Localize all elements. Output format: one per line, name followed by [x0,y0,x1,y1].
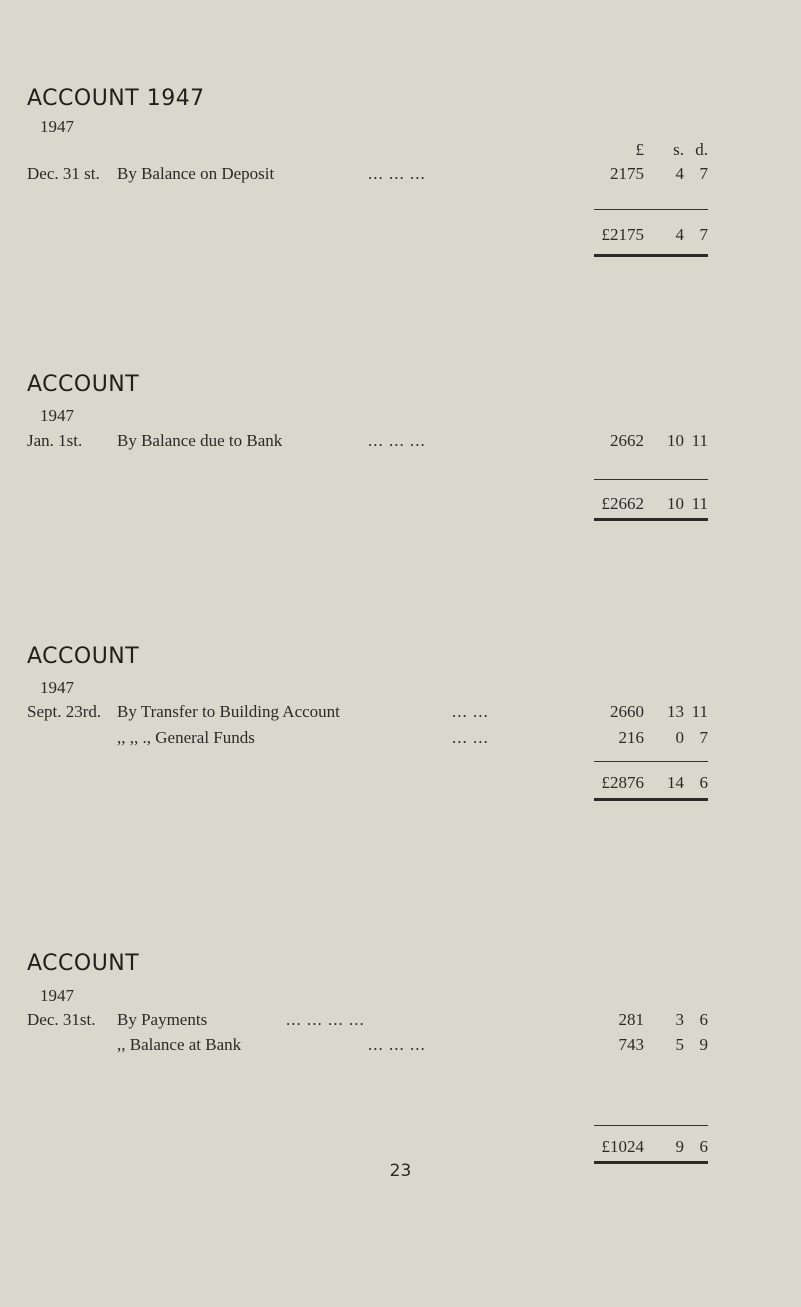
entry-description: By Balance on Deposit [117,164,275,183]
total-shillings: 10 [667,494,684,513]
total-double-rule [594,518,708,521]
section-4-heading: ACCOUNT [27,951,140,976]
total-pence: 11 [691,494,708,513]
entry-shillings: 0 [675,728,684,747]
section-1-heading: ACCOUNT 1947 [27,86,205,111]
entry-date: Dec. 31 st. [27,164,100,183]
leader-dots: ... ... [452,728,489,747]
total-double-rule [594,254,708,257]
total-rule [594,1125,708,1126]
total-shillings: 14 [667,773,684,792]
entry-pence: 11 [691,702,708,721]
entry-pounds: 743 [618,1035,644,1054]
leader-dots: ... ... ... ... [286,1010,365,1029]
total-double-rule [594,798,708,801]
entry-description: By Payments [117,1010,208,1029]
entry-pounds: 2662 [610,431,644,450]
leader-dots: ... ... ... [368,431,426,450]
pence-column-header: d. [695,140,708,159]
entry-pence: 7 [699,164,708,183]
total-pence: 6 [699,1137,708,1156]
leader-dots: ... ... [452,702,489,721]
entry-date: Dec. 31st. [27,1010,96,1029]
page-number: 23 [389,1161,412,1181]
entry-pounds: 2660 [610,702,644,721]
entry-pounds: 216 [618,728,644,747]
entry-pounds: 281 [618,1010,644,1029]
total-pence: 6 [699,773,708,792]
entry-shillings: 3 [675,1010,684,1029]
entry-pence: 7 [699,728,708,747]
entry-shillings: 4 [675,164,684,183]
section-1-year: 1947 [40,117,74,136]
entry-shillings: 5 [675,1035,684,1054]
entry-pence: 9 [699,1035,708,1054]
total-rule [594,209,708,210]
entry-description: ,, Balance at Bank [117,1035,242,1054]
entry-description: By Balance due to Bank [117,431,283,450]
leader-dots: ... ... ... [368,1035,426,1054]
total-shillings: 4 [675,225,684,244]
section-2-year: 1947 [40,406,74,425]
entry-shillings: 13 [667,702,684,721]
section-2-heading: ACCOUNT [27,372,140,397]
entry-date: Jan. 1st. [27,431,83,450]
total-shillings: 9 [675,1137,684,1156]
section-4-year: 1947 [40,986,74,1005]
total-pounds: £2175 [601,225,644,244]
entry-pence: 11 [691,431,708,450]
total-pounds: £2876 [601,773,644,792]
section-3-heading: ACCOUNT [27,644,140,669]
entry-description: ,, ,, ., General Funds [117,728,255,747]
pounds-column-header: £ [635,140,644,159]
total-rule [594,761,708,762]
leader-dots: ... ... ... [368,164,426,183]
total-pounds: £1024 [601,1137,644,1156]
shillings-column-header: s. [673,140,684,159]
entry-pounds: 2175 [610,164,644,183]
total-pounds: £2662 [601,494,644,513]
total-pence: 7 [699,225,708,244]
entry-shillings: 10 [667,431,684,450]
entry-date: Sept. 23rd. [27,702,102,721]
section-3-year: 1947 [40,678,74,697]
total-rule [594,479,708,480]
entry-description: By Transfer to Building Account [117,702,340,721]
entry-pence: 6 [699,1010,708,1029]
